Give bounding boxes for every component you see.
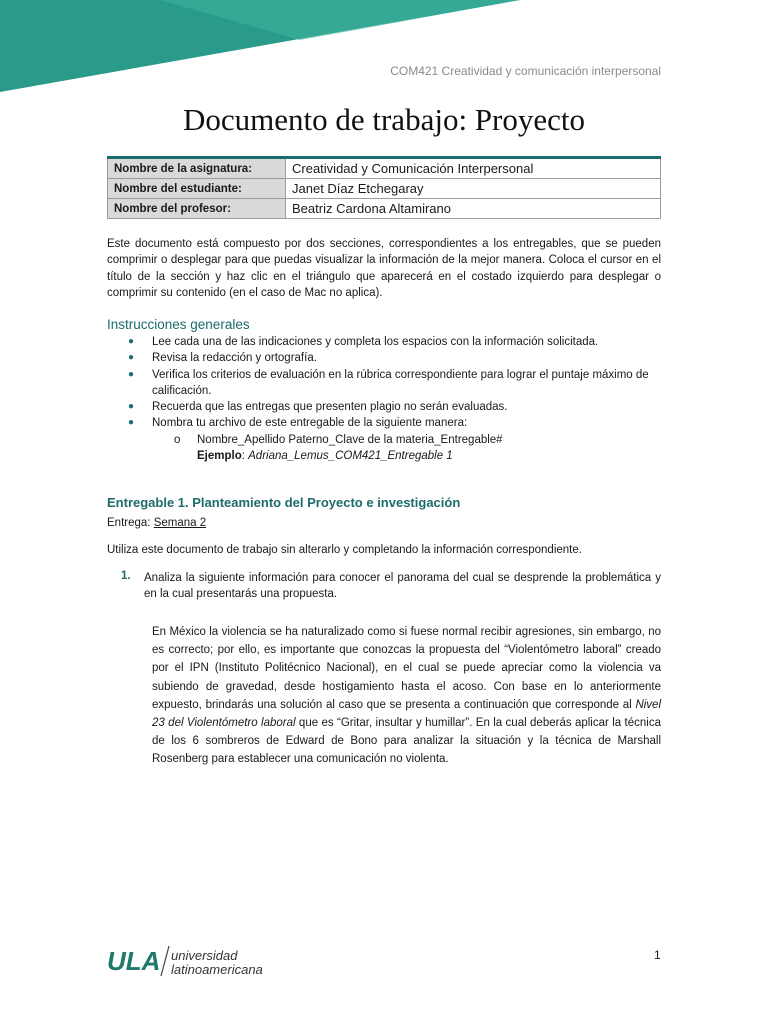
delivery-value: Semana 2 (153, 517, 207, 529)
professor-label: Nombre del profesor: (108, 199, 286, 219)
svg-text:ULA: ULA (107, 946, 161, 976)
professor-value: Beatriz Cardona Altamirano (286, 199, 661, 219)
student-label: Nombre del estudiante: (108, 179, 286, 199)
info-table (107, 156, 661, 219)
delivery-line (107, 515, 661, 531)
page-number: 1 (654, 948, 661, 962)
svg-text:universidad: universidad (171, 948, 238, 963)
bullet-icon: ● (128, 352, 135, 364)
list-item: ● Revisa la redacción y ortografía. (107, 350, 661, 366)
case-italic: Nivel 23 del Violentómetro laboral (152, 698, 661, 730)
instructions-heading: Instrucciones generales (107, 317, 250, 332)
ula-logo-icon (107, 944, 287, 978)
table-row (108, 158, 661, 179)
bullet-icon: ● (128, 336, 135, 347)
example-label: Ejemplo (197, 450, 242, 463)
delivery-label: Entrega: (107, 517, 151, 529)
university-logo (107, 944, 287, 983)
usage-paragraph: Utiliza este documento de trabajo sin alterarlo y completando la información correspondiente. (107, 544, 582, 556)
subject-label: Nombre de la asignatura: (108, 158, 286, 179)
circle-bullet-icon: o (174, 433, 181, 446)
header-banner (0, 0, 768, 95)
subject-value: Creatividad y Comunicación Interpersonal (286, 158, 661, 179)
table-row (108, 179, 661, 199)
file-format-item: o Nombre_Apellido Paterno_Clave de la materia_Entregable# (107, 432, 661, 448)
bullet-icon: ● (128, 417, 135, 429)
intro-paragraph: Este documento está compuesto por dos secciones, correspondientes a los entregables, que se pueden comprimir o desplegar para que puedas visualizar la información de la mejor manera. Coloca el cursor en el título de la sección y haz clic en el triángulo que aparecerá en el costado izquierdo para desplegar o comprimir su contenido (en el caso de Mac no aplica). (107, 238, 661, 299)
document-title: Documento de trabajo: Proyecto (182, 102, 586, 137)
student-value: Janet Díaz Etchegaray (286, 179, 661, 199)
question-number: 1. (121, 570, 131, 582)
bullet-icon: ● (128, 368, 135, 380)
instructions-list (107, 334, 661, 464)
question-text: Analiza la siguiente información para conocer el panorama del cual se desprende la problemática y en la cual presentarás una propuesta. (144, 572, 661, 601)
svg-text:latinoamericana: latinoamericana (171, 962, 263, 977)
entregable-heading: Entregable 1. Planteamiento del Proyecto e investigación (107, 495, 461, 510)
case-paragraph: En México la violencia se ha naturalizado como si fuese normal recibir agresiones, sin embargo, no es correcto; por ello, es importante que conozcas la propuesta del “Violentómetro laboral” creado por el IPN (Instituto Politécnico Nacional), en el cual se puede apreciar como la violencia va subiendo de gravedad, desde hostigamiento hasta el acoso. Con base en lo anteriormente expuesto, brindarás una solución al caso que se presenta a continuación que corresponde al Nivel 23 del Violentómetro laboral que es “Gritar, insultar y humillar”. En la cual deberás aplicar la técnica de los 6 sombreros de Edward de Bono para analizar la situación y la técnica de Marshall Rosenberg para establecer una comunicación no violenta. (152, 626, 661, 766)
course-header: COM421 Creatividad y comunicación interpersonal (390, 64, 661, 78)
example-value: Adriana_Lemus_COM421_Entregable 1 (248, 450, 453, 463)
list-item: ● Verifica los criterios de evaluación en la rúbrica correspondiente para lograr el puntaje máximo de calificación. (128, 368, 649, 397)
list-item: ● Nombra tu archivo de este entregable de la siguiente manera: (107, 415, 661, 431)
example-item: Ejemplo: Adriana_Lemus_COM421_Entregable 1 (197, 450, 453, 463)
table-row (108, 199, 661, 219)
list-item: ● Recuerda que las entregas que presenten plagio no serán evaluadas. (107, 399, 661, 415)
bullet-icon: ● (128, 401, 135, 413)
list-item: ● Lee cada una de las indicaciones y completa los espacios con la información solicitada. (107, 334, 661, 350)
